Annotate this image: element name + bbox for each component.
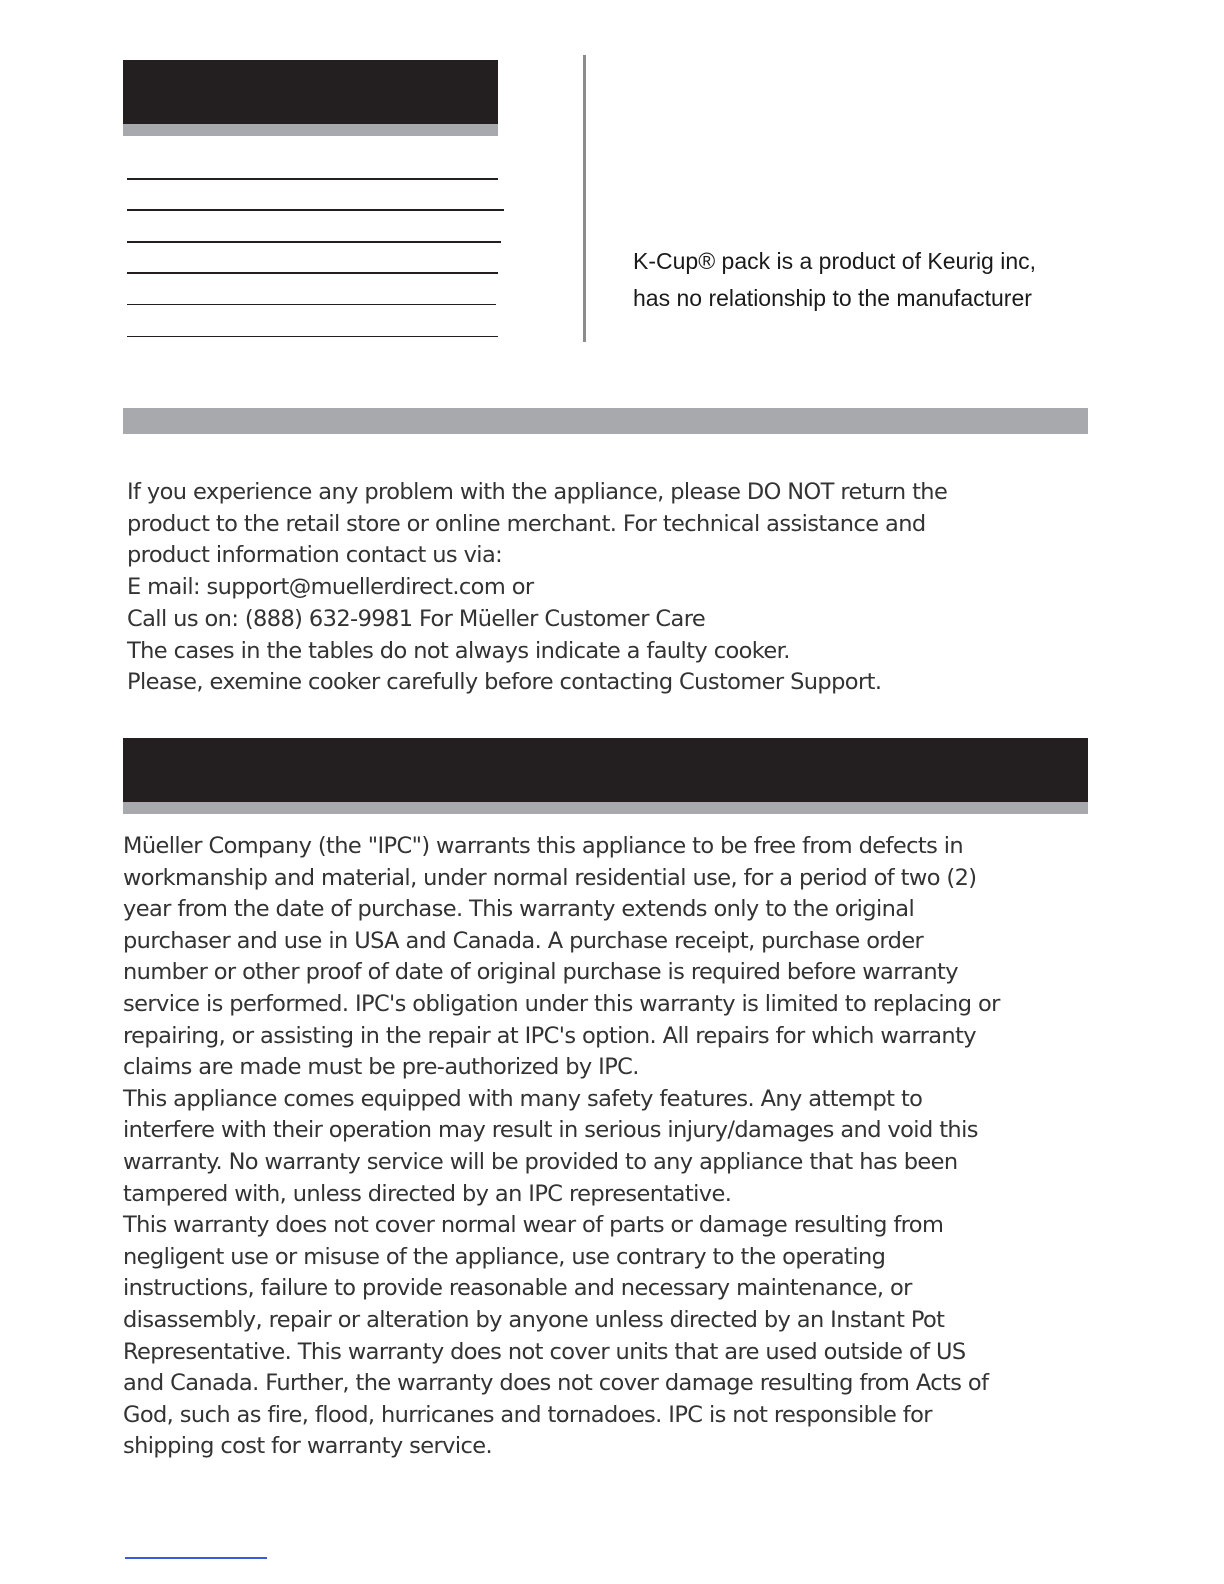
notes-header-underline bbox=[123, 124, 498, 136]
support-line: The cases in the tables do not always indicate a faulty cooker. bbox=[127, 637, 790, 664]
support-line: product information contact us via: bbox=[127, 542, 503, 569]
trademark-note bbox=[633, 243, 1103, 317]
warranty-line: Representative. This warranty does not cover units that are used outside of US bbox=[123, 1338, 966, 1365]
footer-link-underline[interactable] bbox=[125, 1557, 267, 1559]
note-line[interactable] bbox=[127, 304, 496, 305]
warranty-line: service is performed. IPC's obligation under this warranty is limited to replacing or bbox=[123, 990, 1000, 1017]
support-line: If you experience any problem with the appliance, please DO NOT return the bbox=[127, 479, 948, 505]
warranty-line: shipping cost for warranty service. bbox=[123, 1433, 493, 1460]
warranty-line: Müeller Company (the "IPC") warrants this appliance to be free from defects in bbox=[123, 833, 964, 859]
support-line: product to the retail store or online merchant. For technical assistance and bbox=[127, 510, 926, 537]
warranty-header-bar bbox=[123, 738, 1088, 802]
warranty-line: instructions, failure to provide reasonable and necessary maintenance, or bbox=[123, 1275, 912, 1302]
note-line[interactable] bbox=[127, 336, 498, 337]
warranty-line: negligent use or misuse of the appliance, use contrary to the operating bbox=[123, 1243, 886, 1270]
warranty-line: interfere with their operation may result in serious injury/damages and void this bbox=[123, 1117, 978, 1144]
trademark-note-line: has no relationship to the manufacturer bbox=[633, 285, 1032, 311]
warranty-line: repairing, or assisting in the repair at IPC's option. All repairs for which warranty bbox=[123, 1022, 977, 1049]
warranty-line: This warranty does not cover normal wear of parts or damage resulting from bbox=[123, 1212, 944, 1239]
warranty-line: and Canada. Further, the warranty does not cover damage resulting from Acts of bbox=[123, 1370, 989, 1397]
note-line[interactable] bbox=[127, 178, 498, 180]
warranty-line: workmanship and material, under normal residential use, for a period of two (2) bbox=[123, 864, 977, 891]
warranty-line: warranty. No warranty service will be provided to any appliance that has been bbox=[123, 1148, 958, 1175]
warranty-paragraph bbox=[123, 831, 1088, 1463]
warranty-line: year from the date of purchase. This warranty extends only to the original bbox=[123, 896, 915, 923]
support-line: Please, exemine cooker carefully before contacting Customer Support. bbox=[127, 669, 882, 696]
trademark-note-line: K-Cup® pack is a product of Keurig inc, bbox=[633, 248, 1037, 274]
warranty-line: God, such as fire, flood, hurricanes and tornadoes. IPC is not responsible for bbox=[123, 1401, 932, 1428]
warranty-header-underline bbox=[123, 802, 1088, 814]
notes-header-bar bbox=[123, 60, 498, 124]
support-email-line: E mail: support@muellerdirect.com or bbox=[127, 574, 534, 601]
support-paragraph bbox=[127, 477, 1087, 699]
vertical-divider bbox=[583, 55, 586, 342]
warranty-line: tampered with, unless directed by an IPC representative. bbox=[123, 1180, 732, 1207]
support-phone-line: Call us on: (888) 632-9981 For Müeller Customer Care bbox=[127, 605, 706, 632]
support-header-bar bbox=[123, 408, 1088, 434]
warranty-line: purchaser and use in USA and Canada. A purchase receipt, purchase order bbox=[123, 927, 924, 954]
note-line[interactable] bbox=[127, 272, 498, 274]
note-line[interactable] bbox=[127, 209, 504, 211]
warranty-line: disassembly, repair or alteration by anyone unless directed by an Instant Pot bbox=[123, 1306, 945, 1333]
note-line[interactable] bbox=[127, 241, 501, 243]
warranty-line: number or other proof of date of original purchase is required before warranty bbox=[123, 959, 958, 986]
warranty-line: This appliance comes equipped with many safety features. Any attempt to bbox=[123, 1085, 923, 1112]
warranty-line: claims are made must be pre-authorized by IPC. bbox=[123, 1054, 639, 1081]
